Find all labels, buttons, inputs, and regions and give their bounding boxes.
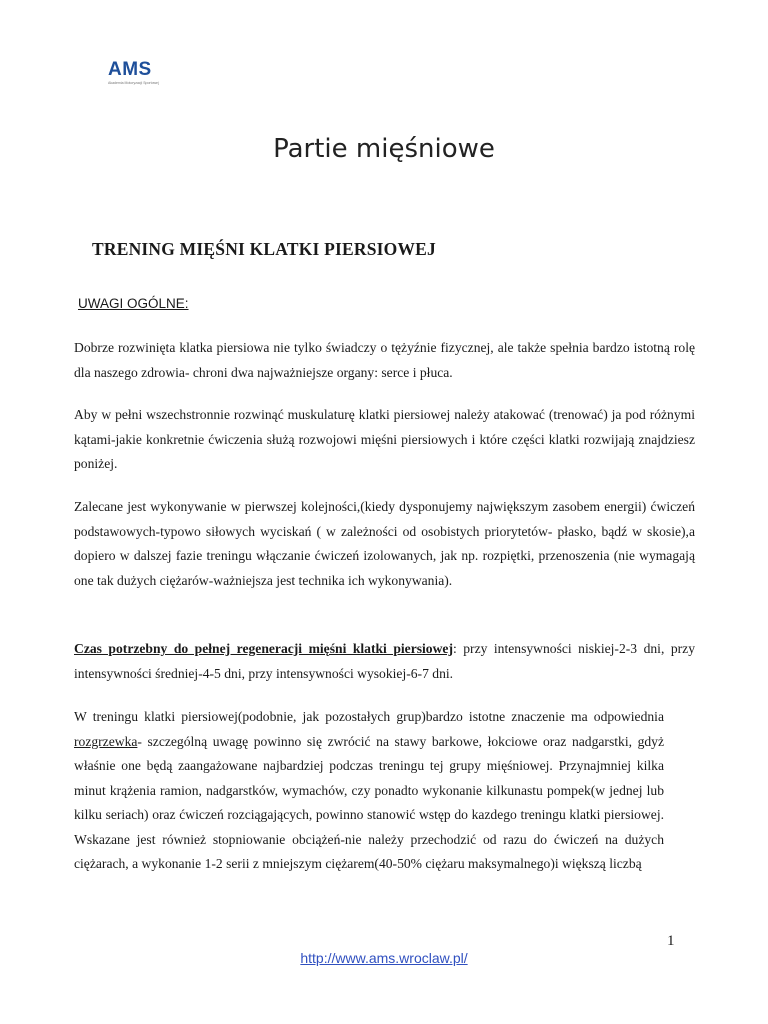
paragraph-5-start: W treningu klatki piersiowej(podobnie, jak pozostałych grup)bardzo istotne znaczenie ma odpowiednia	[74, 709, 664, 724]
section-heading: TRENING MIĘŚNI KLATKI PIERSIOWEJ	[92, 239, 436, 259]
paragraph-5-rest: - szczególną uwagę powinno się zwrócić na stawy barkowe, łokciowe oraz nadgarstki, gdyż właśnie one będą zaangażowane najbardziej podczas treningu tej grupy mięśniowej. Przynajmniej kilka minut krążenia ramion, nadgarstków, wymachów, czy ponadto wykonanie kilkunastu pompek(w jednej lub kilku seriach) oraz ćwiczeń rozciągających, powinno stanowić wstęp do kazdego treningu klatki piersiowej. Wskazane jest również stopniowanie obciążeń-nie należy przechodzić od razu do ćwiczeń na dużych ciężarach, a wykonanie 1-2 serii z mniejszym ciężarem(40-50% ciężaru maksymalnego)i większą liczbą	[74, 733, 664, 871]
ams-logo	[108, 60, 170, 88]
page-number: 1	[667, 933, 675, 949]
logo-text: AMS	[108, 59, 152, 80]
paragraph-2: Aby w pełni wszechstronnie rozwinąć muskulaturę klatki piersiowej należy atakować (trenować) ja pod różnymi kątami-jakie konkretnie ćwiczenia służą rozwojowi mięśni piersiowych i które części klatki rozwijają znajdziesz poniżej.	[74, 407, 695, 471]
footer-website-link[interactable]: http://www.ams.wroclaw.pl/	[300, 950, 468, 966]
logo-subtext: Akademia Motoryzacji Sportowej	[108, 81, 159, 85]
regeneration-label: Czas potrzebny do pełnej regeneracji mięśni klatki piersiowej	[74, 641, 453, 656]
paragraph-4	[74, 637, 695, 686]
page-title: Partie mięśniowe	[273, 134, 495, 164]
warmup-link[interactable]: rozgrzewka	[74, 733, 138, 749]
paragraph-5	[74, 705, 664, 877]
paragraph-3: Zalecane jest wykonywanie w pierwszej kolejności,(kiedy dysponujemy największym zasobem energii) ćwiczeń podstawowych-typowo siłowych wyciskań ( w zależności od osobistych priorytetów- płasko, bądź w skosie),a dopiero w dalszej fazie treningu włączanie ćwiczeń izolowanych, jak np. rozpiętki, przenoszenia (nie wymagają one tak dużych ciężarów-ważniejsza jest technika ich wykonywania).	[74, 499, 695, 588]
regeneration-text: : przy intensywności niskiej-2-3 dni, przy intensywności średniej-4-5 dni, przy intensywności wysokiej-6-7 dni.	[74, 641, 695, 681]
section-label: UWAGI OGÓLNE:	[78, 296, 189, 311]
paragraph-1: Dobrze rozwinięta klatka piersiowa nie tylko świadczy o tężyźnie fizycznej, ale także spełnia bardzo istotną rolę dla naszego zdrowia- chroni dwa najważniejsze organy: serce i płuca.	[74, 340, 695, 380]
